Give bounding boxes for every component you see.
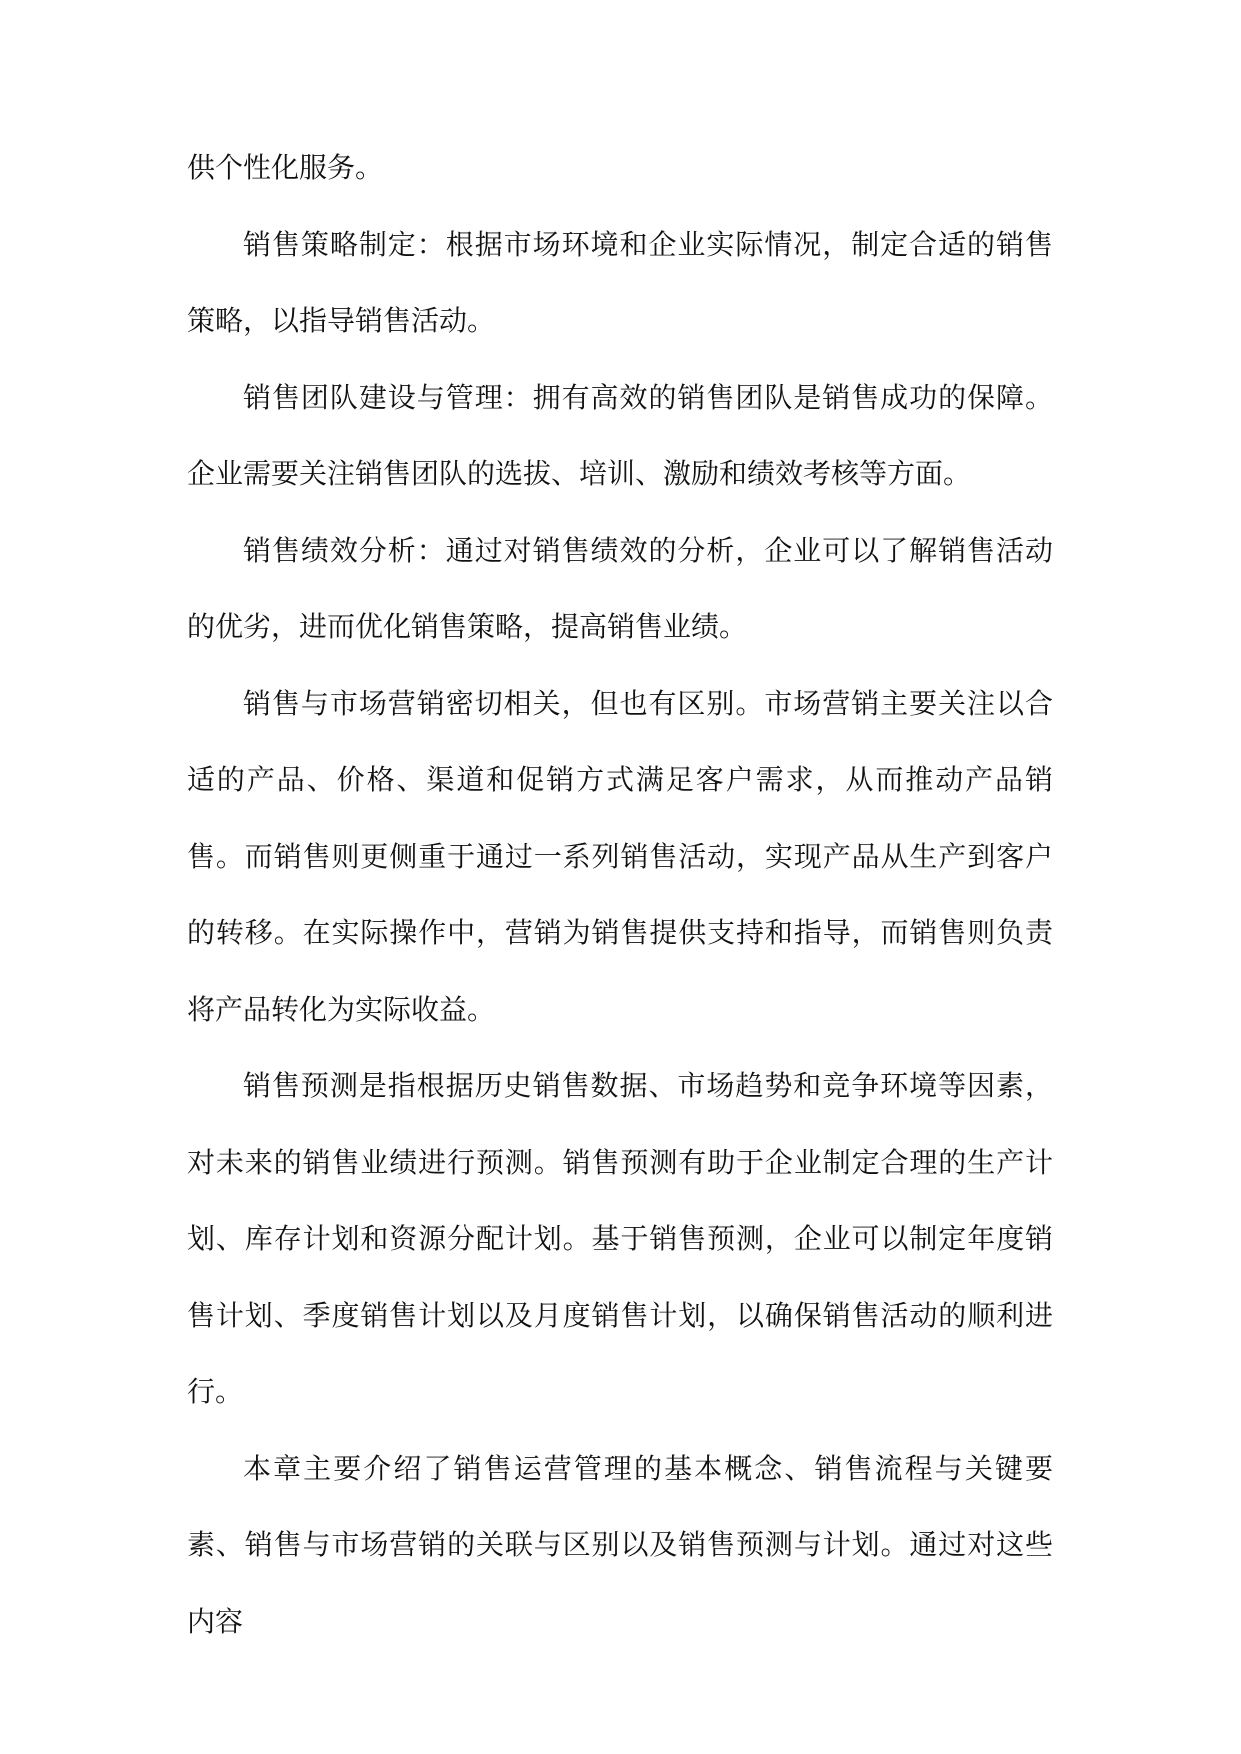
paragraph-sales-strategy: 销售策略制定：根据市场环境和企业实际情况，制定合适的销售策略，以指导销售活动。 bbox=[187, 227, 1053, 337]
paragraph-chapter-summary: 本章主要介绍了销售运营管理的基本概念、销售流程与关键要素、销售与市场营销的关联与区别以及销售预测与计划。通过对这些内容 bbox=[187, 1451, 1053, 1638]
paragraph-continued: 供个性化服务。 bbox=[187, 151, 384, 184]
paragraph-sales-performance: 销售绩效分析：通过对销售绩效的分析，企业可以了解销售活动的优劣，进而优化销售策略，提高销售业绩。 bbox=[187, 533, 1053, 643]
paragraph-sales-forecast: 销售预测是指根据历史销售数据、市场趋势和竞争环境等因素，对未来的销售业绩进行预测。销售预测有助于企业制定合理的生产计划、库存计划和资源分配计划。基于销售预测，企业可以制定年度销售计划、季度销售计划以及月度销售计划，以确保销售活动的顺利进行。 bbox=[187, 1069, 1053, 1408]
document-body bbox=[187, 130, 1053, 1660]
paragraph-sales-team: 销售团队建设与管理：拥有高效的销售团队是销售成功的保障。企业需要关注销售团队的选拔、培训、激励和绩效考核等方面。 bbox=[187, 380, 1053, 490]
paragraph-sales-vs-marketing: 销售与市场营销密切相关，但也有区别。市场营销主要关注以合适的产品、价格、渠道和促销方式满足客户需求，从而推动产品销售。而销售则更侧重于通过一系列销售活动，实现产品从生产到客户的转移。在实际操作中，营销为销售提供支持和指导，而销售则负责将产品转化为实际收益。 bbox=[187, 686, 1053, 1026]
